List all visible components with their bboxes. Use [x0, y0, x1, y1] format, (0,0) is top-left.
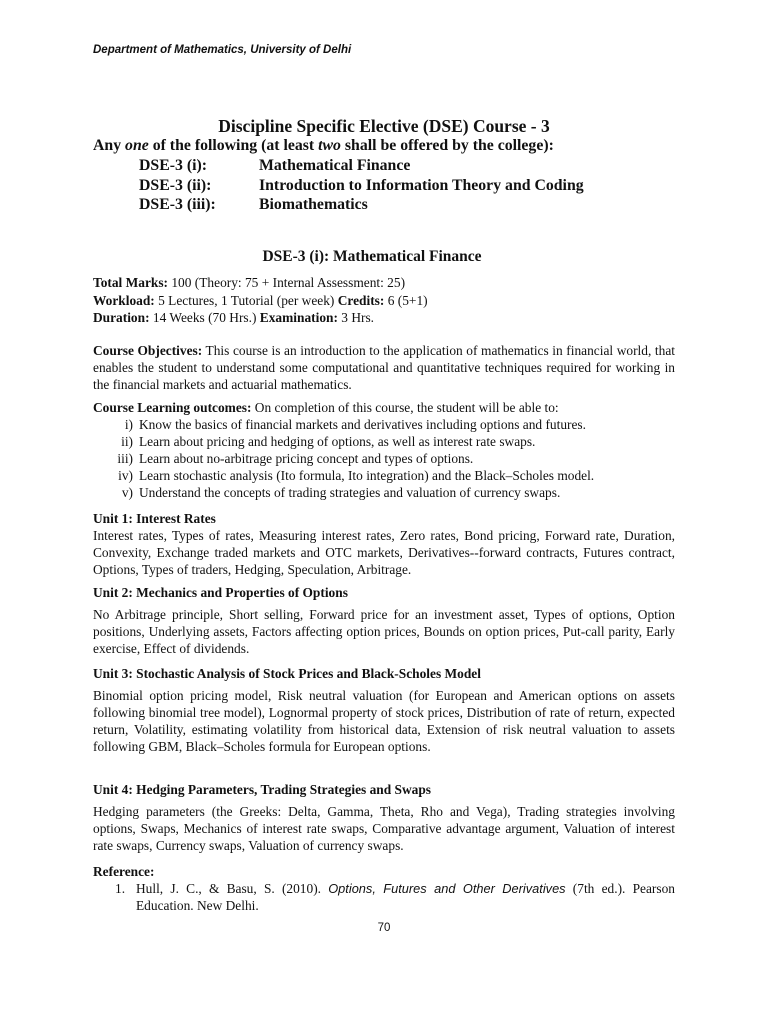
unit-4: [93, 781, 675, 854]
workload-credits: Workload: 5 Lectures, 1 Tutorial (per week) Credits: 6 (5+1): [93, 292, 428, 308]
list-item: i) Know the basics of financial markets and derivatives including options and futures.: [124, 417, 586, 432]
list-item: ii) Learn about pricing and hedging of options, as well as interest rate swaps.: [121, 434, 536, 449]
list-item: iv) Learn stochastic analysis (Ito formula, Ito integration) and the Black–Scholes model.: [118, 468, 595, 483]
course-meta: [93, 274, 675, 327]
course-option: DSE-3 (iii): Biomathematics: [139, 196, 368, 214]
unit-heading: Unit 1: Interest Rates: [93, 511, 216, 526]
course-option: DSE-3 (ii): Introduction to Information Theory and Coding: [139, 176, 584, 194]
unit-content: Hedging parameters (the Greeks: Delta, Gamma, Theta, Rho and Vega), Trading strategies involving options, Swaps, Mechanics of interest rate swaps, Comparative advantage argument, Valuation of interest rate swaps, Currency swaps, Valuation of currency swaps.: [93, 804, 675, 853]
outcomes-list: [93, 416, 675, 501]
page-number: 70: [377, 922, 391, 934]
reference-item: 1. Hull, J. C., & Basu, S. (2010). Options, Futures and Other Derivatives (7th ed.). Pearson Education. New Delhi.: [115, 881, 675, 913]
unit-content: Interest rates, Types of rates, Measuring interest rates, Zero rates, Bond pricing, Forward rate, Duration, Convexity, Exchange traded markets and OTC markets, Derivatives--forward contracts, Futures contract, Options, Types of traders, Hedging, Speculation, Arbitrage.: [93, 528, 675, 577]
course-options-list: [139, 156, 584, 215]
course-objectives: Course Objectives: This course is an introduction to the application of mathematics in financial world, that enables the student to understand some computational and quantitative techniques required for working in the financial markets and actuarial mathematics.: [93, 343, 675, 392]
selection-instruction: Any one of the following (at least two shall be offered by the college):: [93, 137, 554, 154]
course-option: DSE-3 (i): Mathematical Finance: [139, 157, 411, 174]
references-heading: Reference:: [93, 864, 155, 879]
unit-heading: Unit 3: Stochastic Analysis of Stock Prices and Black-Scholes Model: [93, 666, 481, 681]
course-title: Discipline Specific Elective (DSE) Course - 3: [218, 116, 550, 136]
unit-3: [93, 665, 675, 755]
unit-heading: Unit 2: Mechanics and Properties of Options: [93, 585, 348, 600]
learning-outcomes: Course Learning outcomes: On completion of this course, the student will be able to: i) Know the basics of financial markets and derivatives including options and futures. ii) Learn about pricing and hedging of options, as well as interest rate swaps. iii) Learn about no-arbitrage pricing concept and types of options. iv) Learn stochastic analysis (Ito formula, Ito integration) and the Black–Scholes model. v) Understand the concepts of trading strategies and valuation of currency swaps.: [93, 399, 675, 501]
duration-exam: Duration: 14 Weeks (70 Hrs.) Examination: 3 Hrs.: [93, 310, 375, 325]
total-marks: Total Marks: 100 (Theory: 75 + Internal Assessment: 25): [93, 275, 406, 290]
references: [93, 863, 675, 914]
unit-content: Binomial option pricing model, Risk neutral valuation (for European and American options on assets following binomial tree model), Lognormal property of stock prices, Distribution of rate of return, expected return, Volatility, estimating volatility from historical data, Extension of risk neutral valuation to assets following GBM, Black–Scholes formula for European options.: [93, 688, 675, 754]
section-title: DSE-3 (i): Mathematical Finance: [262, 248, 482, 265]
department-header: Department of Mathematics, University of Delhi: [93, 44, 352, 56]
unit-2: [93, 584, 675, 657]
unit-content: No Arbitrage principle, Short selling, Forward price for an investment asset, Types of options, Option positions, Underlying assets, Factors affecting option prices, Bounds on option prices, Put-call parity, Early exercise, Effect of dividends.: [93, 607, 675, 656]
list-item: iii) Learn about no-arbitrage pricing concept and types of options.: [117, 451, 474, 466]
list-item: v) Understand the concepts of trading strategies and valuation of currency swaps.: [121, 485, 561, 500]
unit-heading: Unit 4: Hedging Parameters, Trading Strategies and Swaps: [93, 782, 431, 797]
unit-1: [93, 510, 675, 578]
